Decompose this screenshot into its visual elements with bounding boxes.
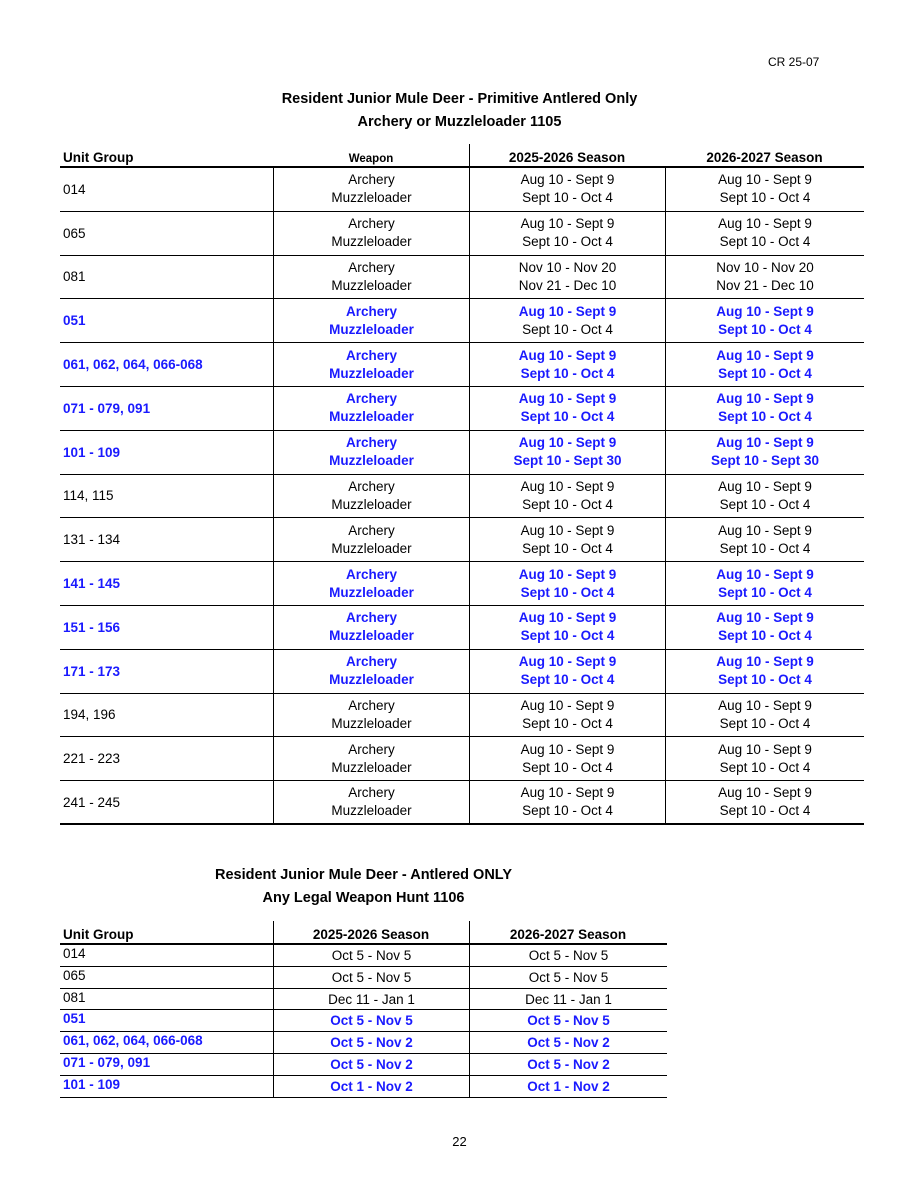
- unit-group-cell: 141 - 145: [63, 576, 121, 592]
- season-2026-cell: Oct 1 - Nov 2: [469, 1076, 667, 1097]
- season-dates: Nov 21 - Dec 10: [716, 277, 814, 293]
- weapon-label: Muzzleloader: [329, 321, 414, 337]
- season-2026-cell: Oct 5 - Nov 2: [469, 1054, 667, 1075]
- season-dates: Sept 10 - Oct 4: [718, 409, 812, 425]
- header-season-2026: 2026-2027 Season: [509, 927, 627, 942]
- weapon-label: Archery: [348, 216, 395, 232]
- weapon-label: Muzzleloader: [329, 672, 414, 688]
- header-season-2025: 2025-2026 Season: [508, 150, 626, 165]
- season-2025-cell: Oct 5 - Nov 5: [273, 1010, 469, 1031]
- season-2026-cell: [665, 606, 864, 649]
- weapon-label: Archery: [345, 566, 398, 582]
- table-row: [60, 606, 864, 650]
- table-row: [60, 967, 667, 989]
- season-dates: Sept 10 - Sept 30: [710, 453, 820, 469]
- season-2025-cell: [469, 606, 665, 649]
- weapon-label: Muzzleloader: [331, 540, 412, 556]
- season-dates: Aug 10 - Sept 9: [718, 697, 812, 713]
- header-unit-group: Unit Group: [63, 927, 134, 942]
- table1-body: [60, 168, 864, 825]
- season-dates: Nov 21 - Dec 10: [518, 277, 617, 293]
- unit-group-cell: 101 - 109: [63, 1076, 121, 1092]
- table2-title-line2: Any Legal Weapon Hunt 1106: [262, 890, 465, 906]
- weapon-label: Muzzleloader: [331, 190, 412, 206]
- season-2026-cell: [665, 212, 864, 255]
- table-row: [60, 562, 864, 606]
- season-dates: Aug 10 - Sept 9: [518, 654, 617, 670]
- season-2026-cell: Dec 11 - Jan 1: [469, 989, 667, 1010]
- unit-group-cell: 071 - 079, 091: [63, 1054, 151, 1070]
- season-dates: Aug 10 - Sept 9: [716, 566, 814, 582]
- table-row: [60, 1010, 667, 1032]
- season-dates: Sept 10 - Oct 4: [719, 803, 811, 819]
- season-dates: Sept 10 - Oct 4: [522, 715, 613, 731]
- season-dates: Aug 10 - Sept 9: [718, 172, 812, 188]
- unit-group-cell: 241 - 245: [63, 794, 121, 810]
- weapon-label: Archery: [348, 478, 395, 494]
- table-row: [60, 781, 864, 825]
- unit-group-cell: 061, 062, 064, 066-068: [63, 1033, 203, 1049]
- unit-group-cell: 081: [63, 269, 86, 285]
- season-dates: Aug 10 - Sept 9: [520, 785, 615, 801]
- table-row: [60, 387, 864, 431]
- season-dates: Aug 10 - Sept 9: [718, 522, 812, 538]
- season-dates: Aug 10 - Sept 9: [520, 216, 615, 232]
- page-number: 22: [452, 1134, 467, 1149]
- season-dates: Sept 10 - Oct 4: [522, 321, 613, 337]
- season-2025-cell: [469, 737, 665, 780]
- table-row: [60, 989, 667, 1011]
- weapon-cell: [273, 562, 469, 605]
- season-2025-cell: [469, 299, 665, 342]
- season-2026-cell: [665, 650, 864, 693]
- weapon-label: Muzzleloader: [331, 234, 412, 250]
- season-dates: Sept 10 - Oct 4: [522, 496, 613, 512]
- unit-group-cell: 221 - 223: [63, 751, 121, 767]
- weapon-label: Archery: [345, 654, 398, 670]
- season-dates: Sept 10 - Oct 4: [520, 409, 615, 425]
- season-2026-cell: [665, 694, 864, 737]
- season-dates: Aug 10 - Sept 9: [520, 478, 615, 494]
- weapon-label: Archery: [345, 303, 398, 319]
- table1-title-line2: Archery or Muzzleloader 1105: [357, 114, 562, 130]
- season-dates: Sept 10 - Oct 4: [719, 234, 811, 250]
- season-2026-cell: Oct 5 - Nov 5: [469, 967, 667, 988]
- season-2026-cell: Oct 5 - Nov 5: [469, 1010, 667, 1031]
- weapon-label: Archery: [348, 172, 395, 188]
- header-unit-group: Unit Group: [63, 150, 134, 165]
- season-2026-cell: [665, 343, 864, 386]
- weapon-label: Archery: [348, 785, 395, 801]
- header-weapon: Weapon: [348, 153, 394, 165]
- weapon-label: Archery: [345, 347, 398, 363]
- season-dates: Aug 10 - Sept 9: [518, 347, 617, 363]
- unit-group-cell: 101 - 109: [63, 444, 121, 460]
- table-row: [60, 256, 864, 300]
- season-2026-cell: [665, 387, 864, 430]
- weapon-label: Archery: [348, 259, 395, 275]
- season-2025-cell: [469, 562, 665, 605]
- season-2025-cell: Dec 11 - Jan 1: [273, 989, 469, 1010]
- weapon-label: Muzzleloader: [329, 365, 414, 381]
- season-2025-cell: Oct 5 - Nov 2: [273, 1032, 469, 1053]
- season-dates: Aug 10 - Sept 9: [718, 216, 812, 232]
- table-row: [60, 694, 864, 738]
- season-2026-cell: [665, 518, 864, 561]
- season-dates: Aug 10 - Sept 9: [520, 741, 615, 757]
- season-2025-cell: Oct 5 - Nov 5: [273, 945, 469, 966]
- season-2026-cell: [665, 475, 864, 518]
- table-row: [60, 168, 864, 212]
- season-2025-cell: [469, 256, 665, 299]
- weapon-label: Muzzleloader: [331, 277, 412, 293]
- unit-group-cell: 171 - 173: [63, 663, 121, 679]
- weapon-label: Archery: [345, 435, 398, 451]
- season-dates: Sept 10 - Oct 4: [719, 759, 811, 775]
- header-divider: [273, 921, 274, 945]
- season-2026-cell: Oct 5 - Nov 2: [469, 1032, 667, 1053]
- unit-group-cell: 194, 196: [63, 707, 116, 723]
- weapon-cell: [273, 518, 469, 561]
- season-2025-cell: [469, 650, 665, 693]
- season-dates: Aug 10 - Sept 9: [520, 522, 615, 538]
- season-2026-cell: [665, 737, 864, 780]
- weapon-cell: [273, 694, 469, 737]
- weapon-label: Archery: [348, 522, 395, 538]
- primitive-season-table: [60, 144, 864, 825]
- weapon-cell: [273, 212, 469, 255]
- season-2025-cell: [469, 212, 665, 255]
- season-2026-cell: [665, 168, 864, 211]
- table2-body: [60, 945, 667, 1098]
- season-dates: Nov 10 - Nov 20: [716, 259, 814, 275]
- season-dates: Sept 10 - Oct 4: [522, 803, 613, 819]
- table-row: [60, 945, 667, 967]
- season-dates: Sept 10 - Oct 4: [522, 190, 613, 206]
- weapon-label: Muzzleloader: [331, 759, 412, 775]
- season-2026-cell: [665, 562, 864, 605]
- season-dates: Sept 10 - Oct 4: [719, 540, 811, 556]
- table1-title-line1: Resident Junior Mule Deer - Primitive Antlered Only: [281, 91, 638, 107]
- unit-group-cell: 014: [63, 946, 86, 961]
- season-dates: Aug 10 - Sept 9: [716, 610, 814, 626]
- season-2025-cell: [469, 387, 665, 430]
- table2-title-line1: Resident Junior Mule Deer - Antlered ONLY: [214, 867, 513, 883]
- season-2025-cell: [469, 781, 665, 823]
- season-dates: Aug 10 - Sept 9: [518, 435, 617, 451]
- season-dates: Sept 10 - Oct 4: [718, 365, 812, 381]
- weapon-cell: [273, 737, 469, 780]
- season-2025-cell: [469, 475, 665, 518]
- table-row: [60, 475, 864, 519]
- unit-group-cell: 065: [63, 967, 86, 983]
- table-row: [60, 737, 864, 781]
- header-season-2025: 2025-2026 Season: [312, 927, 430, 942]
- table-row: [60, 299, 864, 343]
- season-dates: Aug 10 - Sept 9: [716, 391, 814, 407]
- table-row: [60, 1076, 667, 1098]
- season-2025-cell: Oct 1 - Nov 2: [273, 1076, 469, 1097]
- weapon-cell: [273, 606, 469, 649]
- season-2025-cell: [469, 343, 665, 386]
- season-2026-cell: [665, 256, 864, 299]
- weapon-label: Archery: [348, 741, 395, 757]
- weapon-label: Archery: [345, 610, 398, 626]
- table-row: [60, 1032, 667, 1054]
- season-2026-cell: [665, 431, 864, 474]
- header-season-2026: 2026-2027 Season: [706, 150, 823, 165]
- season-dates: Aug 10 - Sept 9: [718, 785, 812, 801]
- season-dates: Aug 10 - Sept 9: [716, 435, 814, 451]
- weapon-cell: [273, 299, 469, 342]
- season-2026-cell: [665, 781, 864, 823]
- season-dates: Sept 10 - Oct 4: [520, 628, 615, 644]
- unit-group-cell: 051: [63, 313, 86, 329]
- season-dates: Aug 10 - Sept 9: [718, 741, 812, 757]
- weapon-label: Muzzleloader: [329, 453, 414, 469]
- season-dates: Aug 10 - Sept 9: [716, 347, 814, 363]
- season-dates: Aug 10 - Sept 9: [716, 654, 814, 670]
- season-dates: Sept 10 - Oct 4: [719, 715, 811, 731]
- unit-group-cell: 051: [63, 1011, 86, 1027]
- season-dates: Aug 10 - Sept 9: [518, 391, 617, 407]
- document-code: CR 25-07: [768, 55, 820, 69]
- season-dates: Sept 10 - Oct 4: [718, 321, 812, 337]
- unit-group-cell: 114, 115: [63, 488, 114, 504]
- weapon-cell: [273, 650, 469, 693]
- weapon-label: Muzzleloader: [329, 409, 414, 425]
- unit-group-cell: 081: [63, 989, 86, 1005]
- season-dates: Sept 10 - Sept 30: [513, 453, 622, 469]
- table-header-row: [60, 921, 667, 945]
- table-row: [60, 1054, 667, 1076]
- season-dates: Aug 10 - Sept 9: [520, 172, 615, 188]
- season-dates: Sept 10 - Oct 4: [522, 540, 613, 556]
- season-dates: Aug 10 - Sept 9: [518, 303, 617, 319]
- weapon-label: Archery: [348, 697, 395, 713]
- table-row: [60, 431, 864, 475]
- season-2025-cell: Oct 5 - Nov 2: [273, 1054, 469, 1075]
- season-2025-cell: [469, 168, 665, 211]
- any-legal-weapon-table: [60, 921, 667, 1098]
- season-dates: Aug 10 - Sept 9: [518, 610, 617, 626]
- unit-group-cell: 014: [63, 181, 86, 197]
- season-2025-cell: [469, 431, 665, 474]
- table-row: [60, 343, 864, 387]
- weapon-cell: [273, 387, 469, 430]
- header-divider: [469, 921, 470, 945]
- season-dates: Nov 10 - Nov 20: [518, 259, 617, 275]
- season-dates: Aug 10 - Sept 9: [520, 697, 615, 713]
- table-row: [60, 212, 864, 256]
- weapon-cell: [273, 343, 469, 386]
- table-row: [60, 650, 864, 694]
- season-dates: Sept 10 - Oct 4: [719, 496, 811, 512]
- season-2025-cell: [469, 518, 665, 561]
- season-2026-cell: Oct 5 - Nov 5: [469, 945, 667, 966]
- header-divider: [469, 144, 470, 168]
- unit-group-cell: 151 - 156: [63, 619, 121, 635]
- season-dates: Sept 10 - Oct 4: [718, 628, 812, 644]
- season-dates: Aug 10 - Sept 9: [716, 303, 814, 319]
- weapon-cell: [273, 256, 469, 299]
- unit-group-cell: 071 - 079, 091: [63, 400, 151, 416]
- weapon-cell: [273, 168, 469, 211]
- weapon-label: Muzzleloader: [331, 496, 412, 512]
- season-dates: Sept 10 - Oct 4: [520, 672, 615, 688]
- weapon-label: Muzzleloader: [329, 584, 414, 600]
- weapon-label: Archery: [345, 391, 398, 407]
- weapon-label: Muzzleloader: [331, 715, 412, 731]
- season-dates: Sept 10 - Oct 4: [522, 759, 613, 775]
- season-dates: Sept 10 - Oct 4: [520, 584, 615, 600]
- season-dates: Aug 10 - Sept 9: [718, 478, 812, 494]
- unit-group-cell: 065: [63, 225, 86, 241]
- weapon-label: Muzzleloader: [331, 803, 412, 819]
- season-dates: Sept 10 - Oct 4: [520, 365, 615, 381]
- season-2026-cell: [665, 299, 864, 342]
- season-dates: Aug 10 - Sept 9: [518, 566, 617, 582]
- weapon-cell: [273, 475, 469, 518]
- unit-group-cell: 061, 062, 064, 066-068: [63, 357, 203, 373]
- season-dates: Sept 10 - Oct 4: [719, 190, 811, 206]
- season-dates: Sept 10 - Oct 4: [522, 234, 613, 250]
- season-dates: Sept 10 - Oct 4: [718, 672, 812, 688]
- unit-group-cell: 131 - 134: [63, 532, 121, 548]
- table-row: [60, 518, 864, 562]
- weapon-cell: [273, 781, 469, 823]
- weapon-label: Muzzleloader: [329, 628, 414, 644]
- table-header-row: [60, 144, 864, 168]
- weapon-cell: [273, 431, 469, 474]
- season-dates: Sept 10 - Oct 4: [718, 584, 812, 600]
- season-2025-cell: Oct 5 - Nov 5: [273, 967, 469, 988]
- season-2025-cell: [469, 694, 665, 737]
